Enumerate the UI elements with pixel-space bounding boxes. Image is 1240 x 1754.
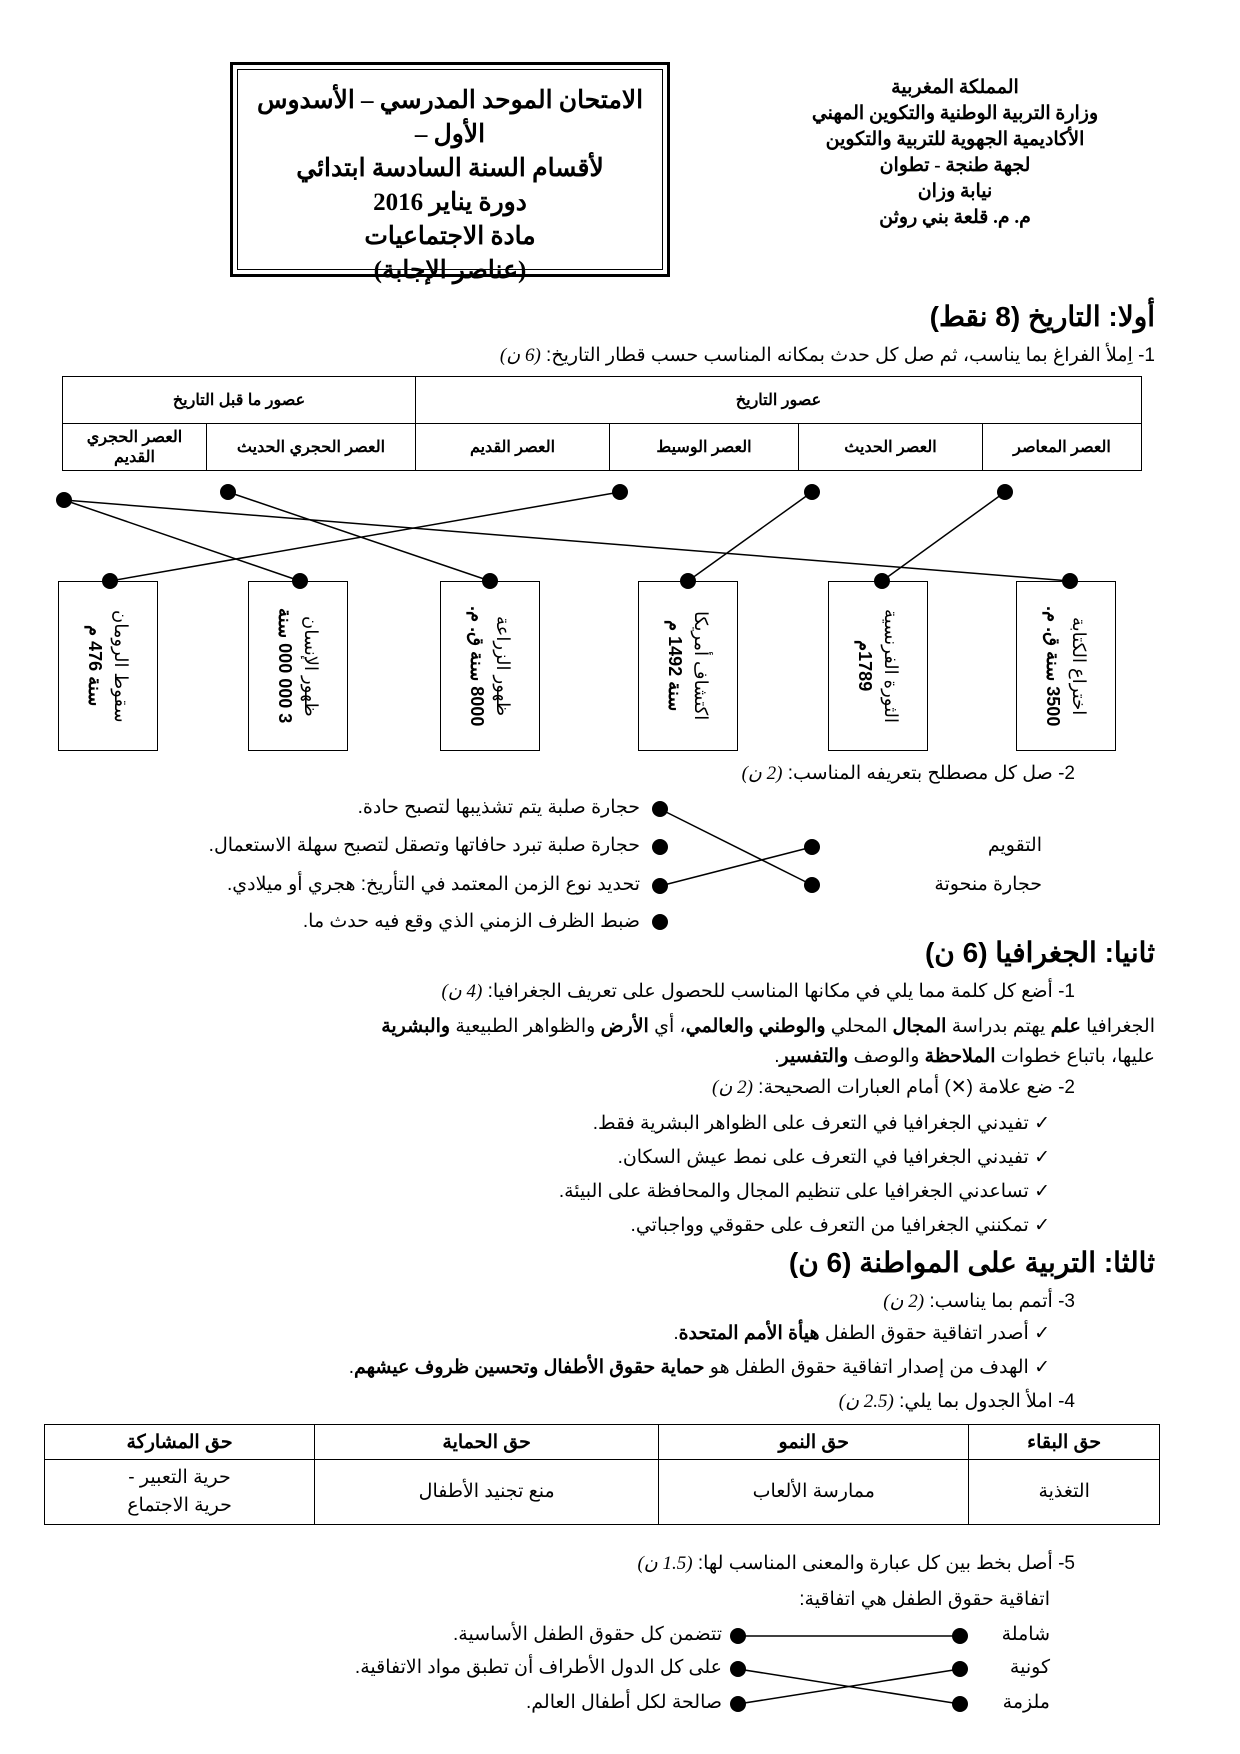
- def-keyword: والبشرية: [381, 1016, 451, 1037]
- definition-item: تحديد نوع الزمن المعتمد في التأريخ: هجري أو ميلادي.: [226, 874, 640, 895]
- event-label: الثورة الفرنسية: [881, 608, 901, 723]
- citizenship-s2: [349, 1356, 1050, 1379]
- def-part: المحلي: [825, 1016, 893, 1037]
- event-label: اكتشاف أمريكا: [691, 611, 711, 721]
- dot: [652, 801, 668, 817]
- dot: [730, 1628, 746, 1644]
- dot: [952, 1628, 968, 1644]
- rights-header: حق النمو: [659, 1425, 969, 1460]
- rights-header: حق الحماية: [315, 1425, 659, 1460]
- sentence-answer: هيأة الأمم المتحدة: [678, 1323, 820, 1344]
- statement-item: ✓ تساعدني الجغرافيا على تنظيم المجال والمحافظة على البيئة.: [558, 1181, 1050, 1202]
- event-box: [828, 581, 928, 751]
- def-part: عليها، باتباع خطوات: [995, 1046, 1155, 1067]
- dot: [652, 878, 668, 894]
- convention-meaning: تتضمن كل حقوق الطفل الأساسية.: [452, 1624, 722, 1645]
- convention-term: كونية: [1009, 1657, 1050, 1678]
- citizenship-q5-points: (1.5 ن): [637, 1553, 693, 1574]
- term-item: حجارة منحوتة: [934, 874, 1042, 895]
- dot: [997, 484, 1013, 500]
- geography-q2-text: 2- ضع علامة (✕) أمام العبارات الصحيحة:: [758, 1077, 1075, 1098]
- geography-title: ثانيا: الجغرافيا (6 ن): [924, 937, 1155, 968]
- dot: [804, 839, 820, 855]
- geography-q2: [712, 1076, 1075, 1099]
- era-cell: العصر المعاصر: [983, 424, 1142, 471]
- convention-term: ملزمة: [1002, 1692, 1050, 1713]
- admin-line: الأكاديمية الجهوية للتربية والتكوين: [825, 129, 1085, 150]
- event-box: [638, 581, 738, 751]
- rights-cell: ممارسة الألعاب: [659, 1460, 969, 1525]
- def-keyword: المجال: [892, 1016, 947, 1037]
- citizenship-q5: [637, 1552, 1075, 1575]
- dot: [952, 1661, 968, 1677]
- admin-line: م. م. قلعة بني روثن: [879, 207, 1031, 228]
- geography-q1-points: (4 ن): [441, 981, 483, 1002]
- history-ages-header: عصور التاريخ: [416, 377, 1142, 424]
- term-item: التقويم: [987, 835, 1042, 856]
- dot: [804, 877, 820, 893]
- history-q2-text: 2- صل كل مصطلح بتعريفه المناسب:: [787, 763, 1075, 784]
- exam-title-line: لأقسام السنة السادسة ابتدائي: [296, 155, 604, 182]
- citizenship-q4-text: 4- املأ الجدول بما يلي:: [899, 1391, 1075, 1412]
- era-cell: العصر القديم: [416, 424, 610, 471]
- era-cell: العصر الحجري الحديث: [207, 424, 416, 471]
- dot: [952, 1696, 968, 1712]
- dot: [804, 484, 820, 500]
- era-event-link: [228, 492, 490, 581]
- era-event-link: [64, 500, 1070, 581]
- definition-item: حجارة صلبة تبرد حافاتها وتصقل لتصبح سهلة الاستعمال.: [208, 835, 640, 856]
- def-keyword: والوطني والعالمي: [685, 1016, 826, 1037]
- era-cell: العصر الحديث: [799, 424, 983, 471]
- citizenship-q3: [883, 1290, 1075, 1313]
- definition-item: ضبط الظرف الزمني الذي وقع فيه حدث ما.: [302, 911, 640, 932]
- rights-cell: حرية التعبير - حرية الاجتماع: [45, 1460, 315, 1525]
- history-q2: [742, 762, 1075, 785]
- def-keyword: الأرض: [600, 1016, 649, 1037]
- event-date: 1789م: [855, 640, 875, 692]
- era-cell: العصر الحجري القديم: [63, 424, 207, 471]
- dot: [652, 914, 668, 930]
- sentence-part: .: [348, 1357, 354, 1378]
- rights-header: حق البقاء: [969, 1425, 1160, 1460]
- geography-q1: [441, 980, 1075, 1003]
- def-part: .: [774, 1046, 780, 1067]
- exam-title-line: مادة الاجتماعيات: [364, 223, 536, 250]
- event-box: [248, 581, 348, 751]
- citizenship-q3-text: 3- أتمم بما يناسب:: [929, 1291, 1075, 1312]
- history-q1-text: 1- اِملأ الفراغ بما يناسب، ثم صل كل حدث بمكانه المناسب حسب قطار التاريخ:: [546, 345, 1155, 366]
- event-date: 3 000 000 سنة: [275, 608, 295, 724]
- admin-line: لجهة طنجة - تطوان: [879, 155, 1031, 176]
- event-date: سنة 1492 م: [665, 620, 685, 712]
- def-part: والوصف: [848, 1046, 925, 1067]
- convention-meaning: صالحة لكل أطفال العالم.: [525, 1692, 722, 1713]
- history-q2-points: (2 ن): [741, 763, 783, 784]
- def-part: يهتم بدراسة: [946, 1016, 1051, 1037]
- citizenship-q4-points: (2.5 ن): [838, 1391, 894, 1412]
- citizenship-title: ثالثا: التربية على المواطنة (6 ن): [788, 1247, 1155, 1278]
- statement-item: ✓ تفيدني الجغرافيا في التعرف على نمط عيش السكان.: [617, 1147, 1050, 1168]
- citizenship-s1: [673, 1322, 1050, 1345]
- event-label: اختراع الكتابة: [1069, 616, 1089, 716]
- prehistory-header: عصور ما قبل التاريخ: [63, 377, 416, 424]
- history-q1-points: (6 ن): [499, 345, 541, 366]
- rights-cell: التغذية: [969, 1460, 1160, 1525]
- rights-header: حق المشاركة: [45, 1425, 315, 1460]
- event-box: [58, 581, 158, 751]
- dot: [56, 492, 72, 508]
- statement-item: ✓ تمكنني الجغرافيا من التعرف على حقوقي وواجباتي.: [630, 1215, 1050, 1236]
- sentence-answer: حماية حقوق الأطفال وتحسين ظروف عيشهم: [353, 1357, 705, 1378]
- event-label: ظهور الزراعة: [493, 615, 513, 717]
- admin-line: المملكة المغربية: [891, 77, 1019, 98]
- sentence-part: ✓ أصدر اتفاقية حقوق الطفل: [819, 1323, 1050, 1344]
- exam-title-line: الامتحان الموحد المدرسي – الأسدوس الأول –: [256, 87, 644, 148]
- geography-q2-points: (2 ن): [712, 1077, 753, 1098]
- exam-title-line: دورة يناير 2016: [373, 189, 527, 216]
- def-keyword: علم: [1050, 1016, 1081, 1037]
- sentence-part: .: [673, 1323, 679, 1344]
- dot: [730, 1696, 746, 1712]
- statement-item: ✓ تفيدني الجغرافيا في التعرف على الظواهر البشرية فقط.: [592, 1113, 1050, 1134]
- citizenship-intro: اتفاقية حقوق الطفل هي اتفاقية:: [799, 1589, 1050, 1610]
- history-title: أولا: التاريخ (8 نقط): [929, 301, 1155, 332]
- event-date: 3500 سنة ق. م.: [1043, 605, 1063, 727]
- exam-title-line: (عناصر الإجابة): [373, 257, 527, 284]
- event-label: ظهور الإنسان: [301, 615, 321, 717]
- sentence-part: ✓ الهدف من إصدار اتفاقية حقوق الطفل هو: [704, 1357, 1050, 1378]
- dot: [220, 484, 236, 500]
- rights-cell: منع تجنيد الأطفال: [315, 1460, 659, 1525]
- event-date: 8000 سنة ق. م.: [467, 605, 487, 727]
- geography-q1-text: 1- أضع كل كلمة مما يلي في مكانها المناسب للحصول على تعريف الجغرافيا:: [487, 981, 1075, 1002]
- term-def-link: [660, 847, 812, 886]
- admin-line: وزارة التربية الوطنية والتكوين المهني: [811, 103, 1099, 124]
- def-part: الجغرافيا: [1080, 1016, 1155, 1037]
- definition-item: حجارة صلبة يتم تشذيبها لتصبح حادة.: [357, 797, 640, 818]
- def-part: والظواهر الطبيعية: [450, 1016, 601, 1037]
- dot: [730, 1661, 746, 1677]
- def-keyword: الملاحظة: [924, 1046, 996, 1067]
- citizenship-q4: [839, 1390, 1075, 1413]
- dot: [652, 839, 668, 855]
- citizenship-q5-text: 5- أصل بخط بين كل عبارة والمعنى المناسب لها:: [697, 1553, 1075, 1574]
- def-keyword: والتفسير: [779, 1046, 849, 1067]
- event-label: سقوط الرومان: [111, 609, 131, 723]
- citizenship-q3-points: (2 ن): [883, 1291, 925, 1312]
- dot: [612, 484, 628, 500]
- term-def-link: [660, 809, 812, 885]
- era-cell: العصر الوسيط: [610, 424, 799, 471]
- def-part: ، أي: [648, 1016, 686, 1037]
- event-box: [1016, 581, 1116, 751]
- admin-line: نيابة وزان: [917, 181, 993, 202]
- event-box: [440, 581, 540, 751]
- convention-term: شاملة: [1001, 1624, 1050, 1645]
- era-event-link: [688, 492, 812, 581]
- geography-definition: [55, 1012, 1155, 1072]
- event-date: سنة 476 م: [85, 625, 105, 707]
- era-event-link: [110, 492, 620, 581]
- convention-meaning: على كل الدول الأطراف أن تطبق مواد الاتفاقية.: [354, 1657, 722, 1678]
- rights-table: [44, 1424, 1160, 1525]
